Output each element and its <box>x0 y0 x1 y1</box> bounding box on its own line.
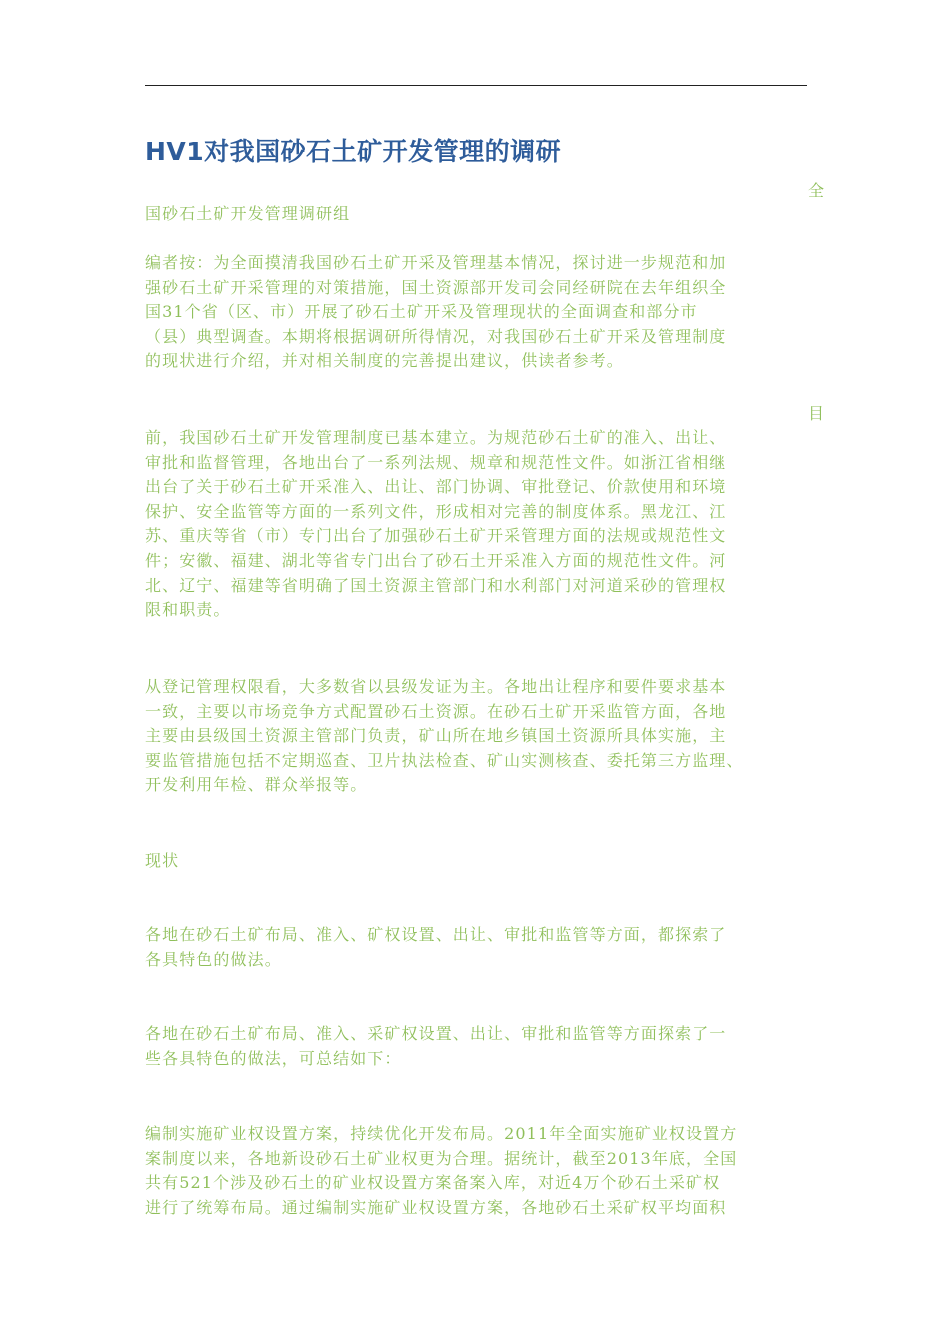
section-heading-status: 现状 <box>145 851 180 870</box>
author-line: 国砂石土矿开发管理调研组 <box>145 204 351 223</box>
header-rule <box>145 85 807 86</box>
paragraph-mining-rights-plan: 编制实施矿业权设置方案，持续优化开发布局。2011年全面实施矿业权设置方 案制度以来，各地新设砂石土矿业权更为合理。据统计，截至2013年底，全国 共有521个涉及砂石土的矿业权设置方案备案入库，对近4万个砂石土采矿权 进行了统筹布局。通过编制实施矿业权设置方案，各地砂石土采矿权平均面积 <box>145 1124 738 1217</box>
margin-note-1: 全 <box>808 181 825 200</box>
paragraph-local-practices: 各地在砂石土矿布局、准入、矿权设置、出让、审批和监管等方面，都探索了 各具特色的做法。 <box>145 925 727 969</box>
paragraph-registration-authority: 从登记管理权限看，大多数省以县级发证为主。各地出让程序和要件要求基本 一致，主要以市场竞争方式配置砂石土资源。在砂石土矿开采监管方面，各地 主要由县级国土资源主管部门负责，矿山所在地乡镇国土资源所具体实施，主 要监管措施包括不定期巡查、卫片执法检查、矿山实测核查、委托第三方监理、 开发利用年检、群众举报等。 <box>145 677 744 795</box>
margin-note-2: 目 <box>808 404 825 423</box>
paragraph-summary-intro: 各地在砂石土矿布局、准入、采矿权设置、出让、审批和监管等方面探索了一 些各具特色的做法，可总结如下： <box>145 1024 727 1068</box>
paragraph-regulation-system: 前，我国砂石土矿开发管理制度已基本建立。为规范砂石土矿的准入、出让、 审批和监督管理，各地出台了一系列法规、规章和规范性文件。如浙江省相继 出台了关于砂石土矿开采准入、出让、部门协调、审批登记、价款使用和环境 保护、安全监管等方面的一系列文件，形成相对完善的制度体系。黑龙江、江 苏、重庆等省（市）专门出台了加强砂石土矿开采管理方面的法规或规范性文 件；安徽、福建、湖北等省专门出台了砂石土开采准入方面的规范性文件。河 北、辽宁、福建等省明确了国土资源主管部门和水利部门对河道采砂的管理权 限和职责。 <box>145 428 727 620</box>
page-title: HV1对我国砂石土矿开发管理的调研 <box>145 137 562 166</box>
editor-note-paragraph: 编者按：为全面摸清我国砂石土矿开采及管理基本情况，探讨进一步规范和加 强砂石土矿开采管理的对策措施，国土资源部开发司会同经研院在去年组织全 国31个省（区、市）开展了砂石土矿开采及管理现状的全面调查和部分市 （县）典型调查。本期将根据调研所得情况，对我国砂石土矿开采及管理制度 的现状进行介绍，并对相关制度的完善提出建议，供读者参考。 <box>145 253 727 371</box>
